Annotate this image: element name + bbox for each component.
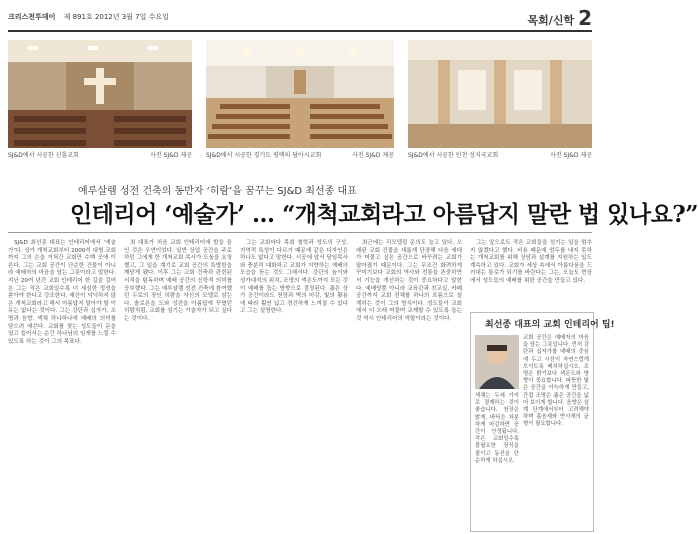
article-column-3 <box>240 240 348 530</box>
caption-text: SJ&D에서 시공한 신흥교회 <box>8 152 79 159</box>
paragraph: 최근에는 리모델링 문의도 늘고 있다. 오래된 교회 건물을 새롭게 단장해 다음 세대가 머물고 싶은 공간으로 바꾸려는 교회가 많아졌기 때문이다. 그는 무조건 화려하게 꾸미기보다 교회의 역사와 전통을 존중하면서 기능을 개선하는 것이 중요하다고 말한다. 예배당뿐 아니라 교육관과 친교실, 카페 공간까지 교회 전체를 하나의 흐름으로 설계하는 것이 그의 방식이다. 성도들이 교회에서 더 오래 머물며 교제할 수 있도록 돕는 것 역시 인테리어의 역할이라는 것이다. <box>356 240 462 322</box>
photo-sinheung-church <box>8 40 192 148</box>
page-number: 2 <box>578 6 592 30</box>
article-kicker: 예루살렘 성전 건축의 동반자 ‘히람’을 꿈꾸는 SJ&D 최선종 대표 <box>78 186 357 197</box>
paper-name: 크리스천투데이 <box>8 13 56 21</box>
article-column-5 <box>470 240 592 308</box>
portrait-photo <box>475 335 519 389</box>
masthead-rule <box>8 30 592 32</box>
masthead-meta <box>8 12 169 22</box>
photo-caption-3 <box>408 150 592 159</box>
article-headline: 인테리어 ‘예술가’ … “개척교회라고 아름답지 말란 법 있나요?” <box>70 201 698 228</box>
photo-credit: 사진 SJ&D 제공 <box>352 152 394 159</box>
paragraph: 그는 교회마다 목회 철학과 성도의 구성, 지역적 특성이 다르기 때문에 같은 디자인은 하나도 없다고 말한다. 시공에 앞서 담임목사와 충분히 대화하고 교회가 지향하는 예배의 모습을 듣는 것도 그래서다. 강단의 높이와 성가대석의 위치, 조명의 색온도까지 모든 것이 예배를 돕는 방향으로 결정된다. 좁은 상가 공간이라도 천장과 벽의 마감, 빛의 활용에 따라 훨씬 넓고 경건하게 느껴질 수 있다고 그는 설명한다. <box>240 240 348 315</box>
photo-credit: 사진 SJ&D 제공 <box>550 152 592 159</box>
paragraph: 그는 앞으로도 작은 교회들을 섬기는 일을 멈추지 않겠다고 했다. 비용 때문에 엄두를 내지 못하는 개척교회를 위해 상담과 설계를 지원하는 일도 계속하고 있다. 교회가 세상 속에서 아름다움을 드러내는 통로가 되기를 바란다는 그는, 오늘도 현장에서 성도들의 예배를 위한 공간을 만들고 있다. <box>470 240 592 284</box>
caption-text: SJ&D에서 시공한 경기도 평택의 담아시교회 <box>206 152 322 159</box>
photo-damasi-church <box>206 40 394 148</box>
caption-text: SJ&D에서 시공한 인천 성지국교회 <box>408 152 499 159</box>
tips-sidebar <box>470 312 615 532</box>
article-column-1 <box>8 240 116 530</box>
photo-credit: 사진 SJ&D 제공 <box>150 152 192 159</box>
sidebar-title: 최선종 대표의 교회 인테리어 팁! <box>485 320 615 330</box>
masthead <box>8 4 592 30</box>
headline-rule <box>8 232 592 233</box>
article-column-4 <box>356 240 462 530</box>
sidebar-text: 교회 공간은 예배자의 마음을 담는 그릇입니다. 먼저 강단과 십자가를 예배의 중심에 두고 시선이 자연스럽게 모이도록 배치하십시오. 조명은 밝기보다 색온도와 방향이 중요합니다. 따뜻한 빛은 공간을 아늑하게 만들고, 간접 조명은 좁은 공간을 넓어 보이게 합니다. 음향은 설계 단계에서부터 고려해야 하며 흡음재와 반사재의 균형이 필요합니다. <box>523 335 589 428</box>
paragraph: 최 대표가 처음 교회 인테리어에 발을 들인 것은 우연이었다. 일반 상업 공간을 주로 하던 그에게 한 개척교회 목사가 도움을 요청했고, 그 일을 계기로 교회 공간의 특별함을 깨닫게 됐다. 이후 그는 교회 건축과 관련된 서적을 탐독하며 예배 공간의 신학적 의미를 공부했다. 그는 예루살렘 성전 건축에 참여했던 두로의 장인 히람을 자신의 모델로 삼는다. 솔로몬을 도와 성전을 아름답게 꾸몄던 히람처럼, 교회를 섬기는 기술자가 되고 싶다는 것이다. <box>124 240 232 322</box>
paragraph: SJ&D 최선종 대표는 인테리어에서 ‘예술가’다. 상가 개척교회부터 2000석 대형 교회까지 그의 손을 거쳐간 교회만 수백 곳에 이른다. 그는 교회 공간이 단순한 건물이 아니라 예배자의 마음을 담는 그릇이라고 말한다. 지난 20여 년간 교회 인테리어 한 길을 걸어온 그는 작은 교회일수록 더 세심한 정성을 쏟아야 한다고 강조한다. 예산이 넉넉하지 않은 개척교회라고 해서 아름답지 말아야 할 이유는 없다는 것이다. 그는 강단과 십자가, 조명과 음향, 색채 하나하나에 예배의 의미를 담으려 애쓴다. 교회를 찾는 성도들이 문을 열고 들어서는 순간 하나님의 임재를 느낄 수 있도록 하는 것이 그의 목표다. <box>8 240 116 345</box>
photo-caption-2 <box>206 150 394 159</box>
section-name: 목회/신학 <box>527 14 575 27</box>
photo-seongji-church <box>408 40 592 148</box>
issue-info: 제 891호 2012년 3월 7일 수요일 <box>63 13 169 21</box>
sidebar-text-continued: 색채는 두세 가지로 절제하는 것이 좋습니다. 천장은 밝게, 바닥은 차분하게 마감하면 공간이 안정됩니다. 작은 교회일수록 불필요한 장식을 줄이고 동선을 단순하게 하십시오. <box>475 393 519 464</box>
section-header <box>528 4 592 28</box>
article-column-2 <box>124 240 232 530</box>
photo-caption-1 <box>8 150 192 159</box>
